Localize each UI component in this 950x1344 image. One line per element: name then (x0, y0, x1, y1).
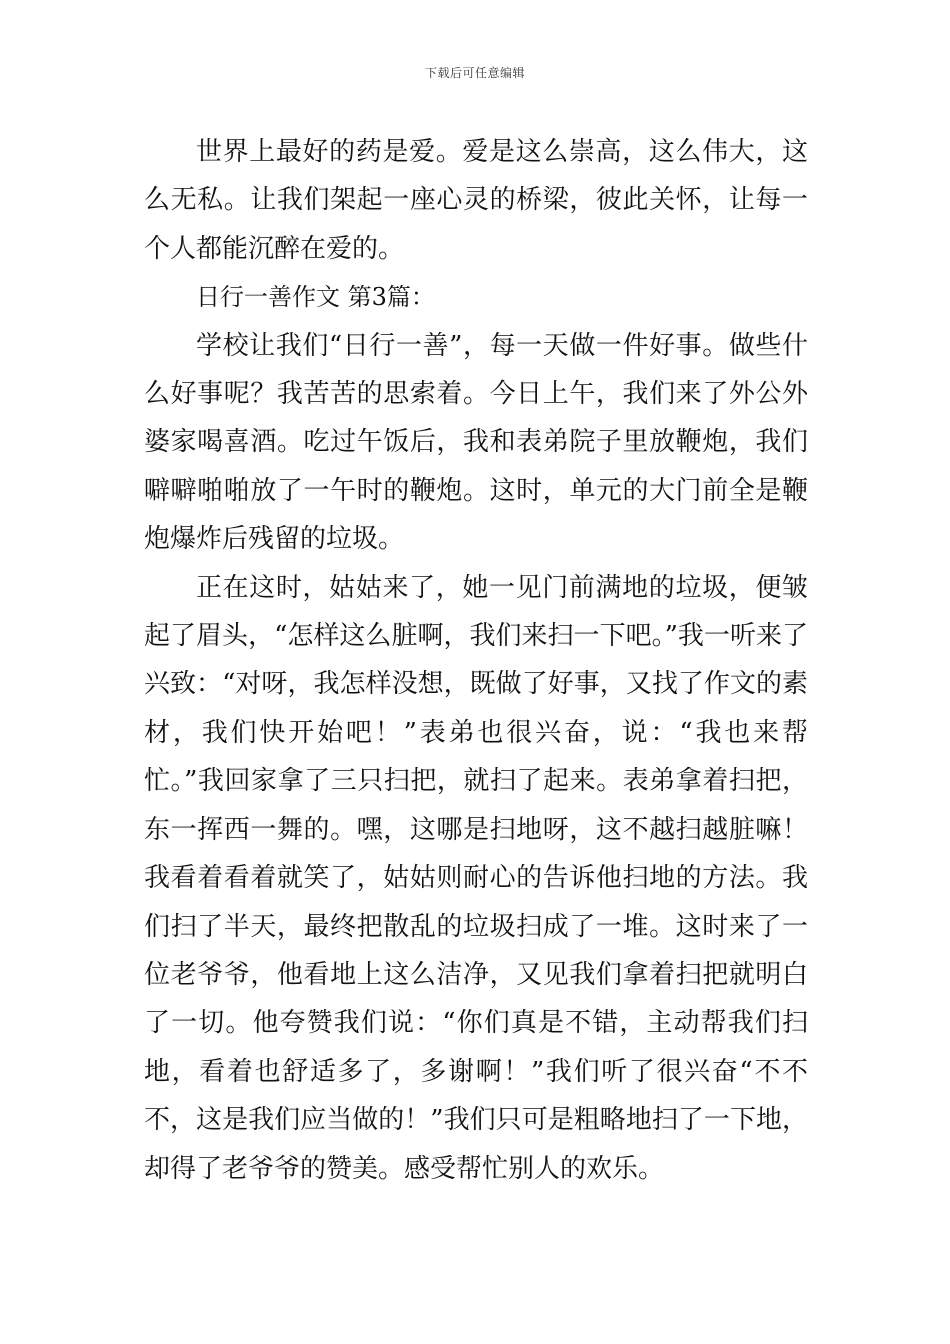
paragraph-2: 学校让我们“日行一善”，每一天做一件好事。做些什么好事呢？我苦苦的思索着。今日上午，我们来了外公外婆家喝喜酒。吃过午饭后，我和表弟院子里放鞭炮，我们噼噼啪啪放了一午时的鞭炮。这时，单元的大门前全是鞭炮爆炸后残留的垃圾。 (144, 330, 808, 555)
paragraph-3: 正在这时，姑姑来了，她一见门前满地的垃圾，便皱起了眉头，“怎样这么脏啊，我们来扫一下吧。”我一听来了兴致：“对呀，我怎样没想，既做了好事，又找了作文的素材，我们快开始吧！”表弟也很兴奋，说：“我也来帮忙。”我回家拿了三只扫把，就扫了起来。表弟拿着扫把，东一挥西一舞的。嘿，这哪是扫地呀，这不越扫越脏嘛！我看着看着就笑了，姑姑则耐心的告诉他扫地的方法。我们扫了半天，最终把散乱的垃圾扫成了一堆。这时来了一位老爷爷，他看地上这么洁净，又见我们拿着扫把就明白了一切。他夸赞我们说：“你们真是不错，主动帮我们扫地，看着也舒适多了，多谢啊！”我们听了很兴奋“不不不，这是我们应当做的！”我们只可是粗略地扫了一下地，却得了老爷爷的赞美。感受帮忙别人的欢乐。 (144, 572, 808, 1184)
document-body (144, 128, 808, 1193)
header-note: 下载后可任意编辑 (424, 66, 525, 80)
paragraph-1: 世界上最好的药是爱。爱是这么崇高，这么伟大，这么无私。让我们架起一座心灵的桥梁，彼此关怀，让每一个人都能沉醉在爱的。 (144, 137, 808, 264)
section-heading: 日行一善作文 第3篇： (196, 283, 435, 312)
